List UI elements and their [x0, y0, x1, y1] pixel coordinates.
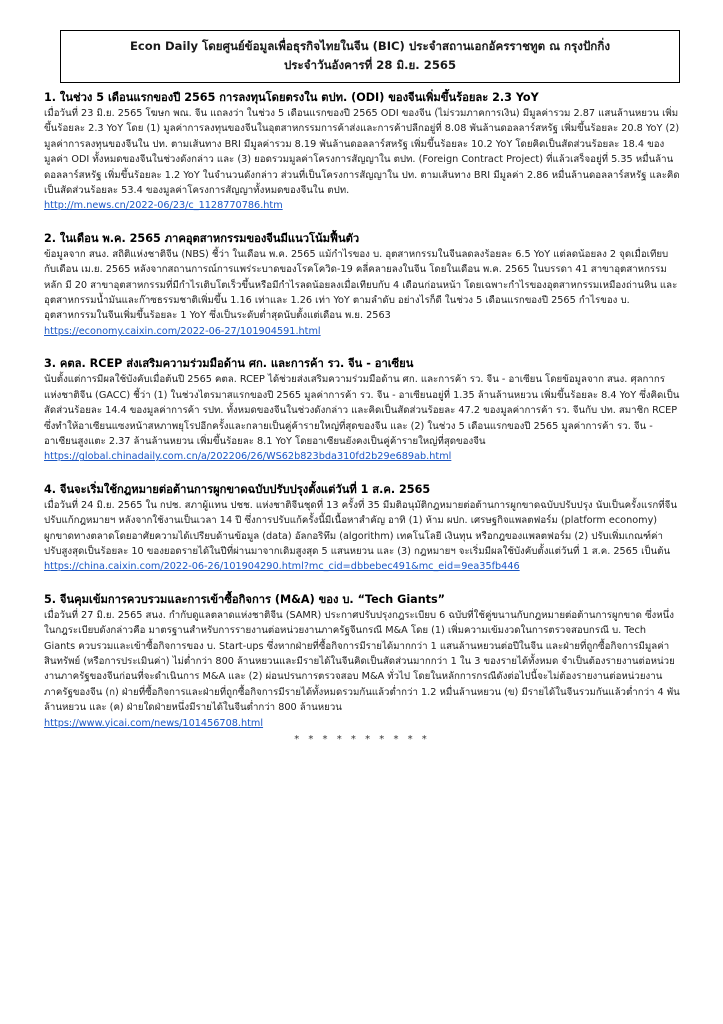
header-title: Econ Daily โดยศูนย์ข้อมูลเพื่อธุรกิจไทยในจีน (BIC) ประจำสถานเอกอัครราชทูต ณ กรุงปักกิ่ง	[130, 39, 610, 53]
section-title: 3. คตล. RCEP ส่งเสริมความร่วมมือด้าน ศก. และการค้า รว. จีน - อาเซียน	[44, 357, 414, 371]
news-section-3	[44, 355, 680, 464]
news-section-5	[44, 591, 680, 731]
footer-separator: * * * * * * * * * *	[294, 734, 430, 745]
source-link[interactable]: https://china.caixin.com/2022-06-26/101904290.html?mc_cid=dbbebec491&mc_eid=9ea35fb446	[44, 561, 520, 573]
news-section-1	[44, 89, 680, 214]
news-section-2	[44, 230, 680, 339]
source-link[interactable]: https://economy.caixin.com/2022-06-27/101904591.html	[44, 325, 321, 337]
section-title: 1. ในช่วง 5 เดือนแรกของปี 2565 การลงทุนโดยตรงใน ตปท. (ODI) ของจีนเพิ่มขึ้นร้อยละ 2.3 YoY	[44, 91, 539, 104]
section-body: เมื่อวันที่ 27 มิ.ย. 2565 สนง. กำกับดูแลตลาดแห่งชาติจีน (SAMR) ประกาศปรับปรุงกฎระเบียบ 6 ฉบับที่ใช้คู่ขนานกับกฎหมายต่อต้านการผูกขาด ซึ่งหนึ่งในกฎระเบียบดังกล่าวคือ มาตรฐานสำหรับการรายงานต่อหน่วยงานภาครัฐจีนกรณี M&A โดย (1) เพิ่มความเข้มงวดในการตรวจสอบกรณี บ. Tech Giants ควบรวมและเข้าซื้อกิจการของ บ. Start-ups ซึ่งหากฝ่ายที่ซื้อกิจการมีรายได้มากกว่า 1 แสนล้านหยวนต่อปีในจีน และฝ่ายที่ถูกซื้อกิจการมีมูลค่าสินทรัพย์ (หรือการประเมินค่า) ไม่ต่ำกว่า 800 ล้านหยวนและมีรายได้ในจีนคิดเป็นสัดส่วนมากกว่า 1 ใน 3 ของรายได้ทั้งหมด จำเป็นต้องรายงานต่อหน่วยงานภาครัฐของจีนก่อนที่จะดำเนินการ M&A และ (2) ผ่อนปรนการตรวจสอบ M&A ทั่วไป โดยในหลักการกรณีดังต่อไปนี้จะไม่ต้องรายงานต่อหน่วยงานภาครัฐของจีน (ก) ฝ่ายที่ซื้อกิจการและฝ่ายที่ถูกซื้อกิจการมีรายได้ทั้งหมดรวมกันแล้วต่ำกว่า 1.2 หมื่นล้านหยวน (ข) มีรายได้ในจีนรวมกันแล้วต่ำกว่า 4 พันล้านหยวน และ (ค) ฝ่ายใดฝ่ายหนึ่งมีรายได้ในจีนต่ำกว่า 800 ล้านหยวน	[44, 609, 680, 714]
source-link[interactable]: http://m.news.cn/2022-06/23/c_1128770786.htm	[44, 200, 283, 212]
section-title: 5. จีนคุมเข้มการควบรวมและการเข้าซื้อกิจการ (M&A) ของ บ. “Tech Giants”	[44, 592, 446, 606]
source-link[interactable]: https://global.chinadaily.com.cn/a/202206/26/WS62b823bda310fd2b29e689ab.html	[44, 451, 452, 463]
section-body: เมื่อวันที่ 23 มิ.ย. 2565 โฆษก พณ. จีน แถลงว่า ในช่วง 5 เดือนแรกของปี 2565 ODI ของจีน (ไม่รวมภาคการเงิน) มีมูลค่ารวม 2.87 แสนล้านหยวน เพิ่มขึ้นร้อยละ 2.3 YoY โดย (1) มูลค่าการลงทุนของจีนในอุตสาหกรรมการค้าส่งและการค้าปลีกอยู่ที่ 8.08 พันล้านดอลลาร์สหรัฐ เพิ่มขึ้นร้อยละ 20.8 YoY (2) มูลค่าการลงทุนของจีนใน ปท. ตามเส้นทาง BRI มีมูลค่ารวม 8.19 พันล้านดอลลาร์สหรัฐ เพิ่มขึ้นร้อยละ 10.2 YoY โดยคิดเป็นสัดส่วนร้อยละ 18.4 ของมูลค่า ODI ทั้งหมดของจีนในช่วงดังกล่าว และ (3) ยอดรวมมูลค่าโครงการสัญญาใน ตปท. (Foreign Contract Project) ที่แล้วเสร็จอยู่ที่ 5.35 หมื่นล้านดอลลาร์สหรัฐ เพิ่มขึ้นร้อยละ 1.2 YoY ในจำนวนดังกล่าว ส่วนที่เป็นโครงการสัญญาใน ปท. ตามเส้นทาง BRI มีมูลค่า 2.86 หมื่นล้านดอลลาร์สหรัฐ และคิดเป็นสัดส่วนร้อยละ 53.4 ของมูลค่าโครงการสัญญาทั้งหมดของจีนใน ตปท.	[44, 108, 680, 197]
document-header	[60, 30, 680, 83]
section-body: เมื่อวันที่ 24 มิ.ย. 2565 ใน กปช. สภาผู้แทน ปชช. แห่งชาติจีนชุดที่ 13 ครั้งที่ 35 มีมติอนุมัติกฎหมายต่อต้านการผูกขาดฉบับปรับปรุง นับเป็นครั้งแรกที่จีนปรับแก้กฎหมายฯ หลังจากใช้งานเป็นเวลา 14 ปี ซึ่งการปรับแก้ครั้งนี้มีเนื้อหาสำคัญ อาทิ (1) ห้าม ผปก. เศรษฐกิจแพลตฟอร์ม (platform economy) ผูกขาดทางตลาดโดยอาศัยความได้เปรียบด้านข้อมูล (data) อัลกอริทึม (algorithm) เทคโนโลยี เงินทุน หรือกฎของแพลตฟอร์ม (2) ปรับเพิ่มเกณฑ์ค่าปรับสูงสุดเป็นร้อยละ 10 ของยอดรายได้ในปีที่ผ่านมาจากเดิมสูงสุด 5 แสนหยวน และ (3) กฎหมายฯ จะเริ่มมีผลใช้บังคับตั้งแต่วันที่ 1 ส.ค. 2565 เป็นต้น	[44, 499, 677, 557]
section-title: 4. จีนจะเริ่มใช้กฎหมายต่อต้านการผูกขาดฉบับปรับปรุงตั้งแต่วันที่ 1 ส.ค. 2565	[44, 482, 431, 496]
section-title: 2. ในเดือน พ.ค. 2565 ภาคอุตสาหกรรมของจีนมีแนวโน้มฟื้นตัว	[44, 231, 360, 245]
header-date: ประจำวันอังคารที่ 28 มิ.ย. 2565	[283, 58, 457, 72]
source-link[interactable]: https://www.yicai.com/news/101456708.html	[44, 717, 264, 729]
news-section-4	[44, 481, 680, 575]
section-body: ข้อมูลจาก สนง. สถิติแห่งชาติจีน (NBS) ชี้ว่า ในเดือน พ.ค. 2565 แม้กำไรของ บ. อุตสาหกรรมในจีนลดลงร้อยละ 6.5 YoY แต่ลดน้อยลง 2 จุดเมื่อเทียบกับเดือน เม.ย. 2565 หลังจากสถานการณ์การแพร่ระบาดของโรคโควิด-19 คลี่คลายลงในจีน โดยในเดือน พ.ค. 2565 ในบรรดา 41 สาขาอุตสาหกรรมหลัก มี 20 สาขาอุตสาหกรรมที่มีกำไรเติบโตเร็วขึ้นหรือมีกำไรลดน้อยลงเมื่อเทียบกับ 4 เดือนก่อนหน้า โดยเฉพาะกำไรของอุตสาหกรรมเหมืองถ่านหิน และอุตสาหกรรมน้ำมันและก๊าซธรรมชาติเพิ่มขึ้น 1.16 เท่าและ 1.26 เท่า YoY ตามลำดับ อย่างไรก็ดี ในช่วง 5 เดือนแรกของปี 2565 กำไรของ บ. อุตสาหกรรมในจีนเพิ่มขึ้นร้อยละ 1 YoY ซึ่งเป็นระดับต่ำสุดนับตั้งแต่เดือน พ.ย. 2563	[44, 248, 678, 322]
document-page	[44, 30, 680, 745]
section-body: นับตั้งแต่การมีผลใช้บังคับเมื่อต้นปี 2565 คตล. RCEP ได้ช่วยส่งเสริมความร่วมมือด้าน ศก. และการค้า รว. จีน - อาเซียน โดยข้อมูลจาก สนง. ศุลกากรแห่งชาติจีน (GACC) ชี้ว่า (1) ในช่วงไตรมาสแรกของปี 2565 มูลค่าการค้า รว. จีน - อาเซียนอยู่ที่ 1.35 ล้านล้านหยวน เพิ่มขึ้นร้อยละ 8.4 YoY ซึ่งคิดเป็นสัดส่วนร้อยละ 14.4 ของมูลค่าการค้า รปท. ทั้งหมดของจีนในช่วงดังกล่าว และคิดเป็นสัดส่วนร้อยละ 47.2 ของมูลค่าการค้า รว. จีนกับ ปท. สมาชิก RCEP ซึ่งทำให้อาเซียนแซงหน้าสหภาพยุโรปอีกครั้งและกลายเป็นคู่ค้ารายใหญ่ที่สุดของจีน และ (2) ในช่วง 5 เดือนแรกของปี 2565 มูลค่าการค้า รว. จีน - อาเซียนสูงแตะ 2.37 ล้านล้านหยวน เพิ่มขึ้นร้อยละ 8.1 YoY โดยอาเซียนยังคงเป็นคู่ค้ารายใหญ่ที่สุดของจีน	[44, 374, 680, 447]
